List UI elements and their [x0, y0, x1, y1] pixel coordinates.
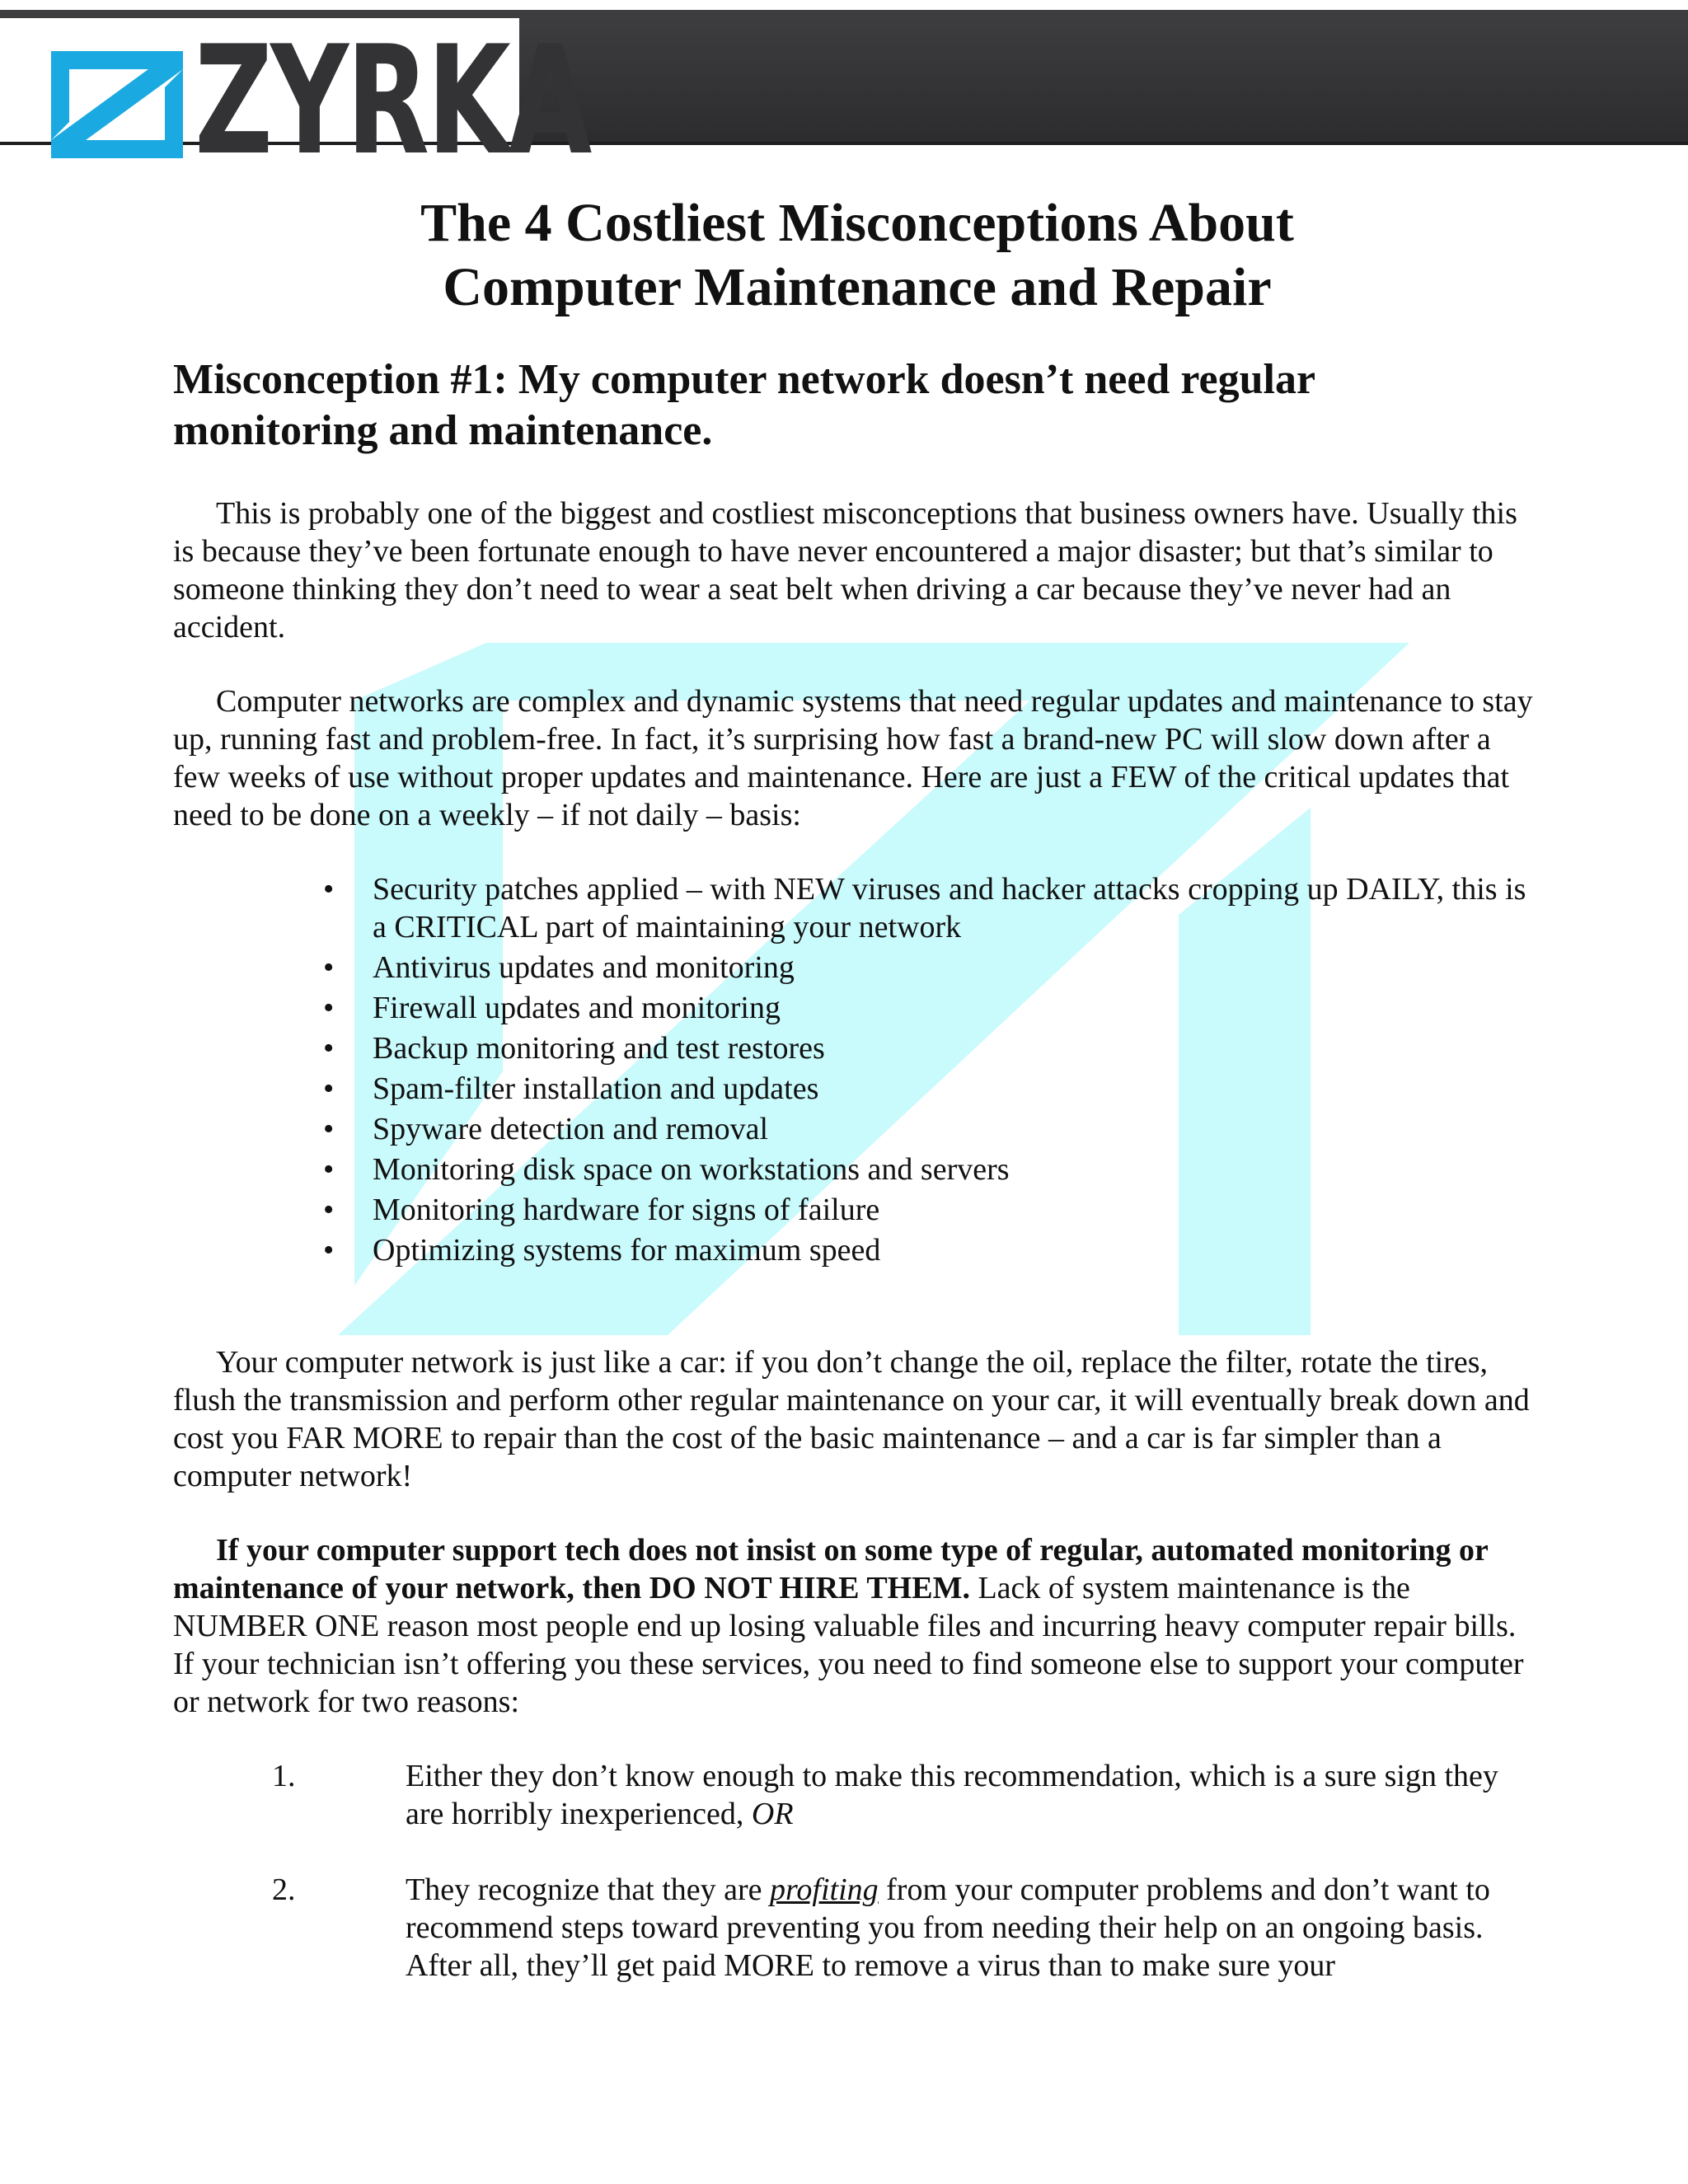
bullet-icon: • — [323, 1031, 335, 1066]
reason-text: Either they don’t know enough to make this recommendation, which is a sure sign they are horribly inexperienced, — [406, 1759, 1498, 1831]
reasons-list — [173, 1757, 1541, 1985]
list-item-text: Optimizing systems for maximum speed — [373, 1233, 881, 1268]
list-item-number: 1. — [272, 1759, 296, 1793]
list-item — [323, 1029, 1526, 1067]
list-item-number: 2. — [272, 1872, 296, 1907]
list-item — [323, 989, 1526, 1027]
section-heading — [173, 354, 1541, 457]
list-item — [173, 1757, 1543, 1833]
list-item — [323, 870, 1526, 946]
document-header — [0, 0, 1688, 188]
list-item — [323, 1151, 1526, 1188]
section-heading-line-2: monitoring and maintenance. — [173, 407, 713, 454]
paragraph-4 — [173, 1531, 1541, 1721]
bullet-icon: • — [323, 1152, 335, 1187]
list-item — [323, 1110, 1526, 1148]
list-item-text: Security patches applied – with NEW viruses and hacker attacks cropping up DAILY, this is a CRITICAL part of maintaining your network — [373, 872, 1526, 944]
list-item-text: Backup monitoring and test restores — [373, 1031, 825, 1066]
bullet-icon: • — [323, 1233, 335, 1268]
list-item-text: Monitoring hardware for signs of failure — [373, 1193, 880, 1227]
paragraph-3: Your computer network is just like a car: if you don’t change the oil, replace the filter, rotate the tires, flush the transmission and perform other regular maintenance on your car, it will eventually break down and cost you FAR MORE to repair than the cost of the basic maintenance – and a car is far simpler than a computer network! — [173, 1345, 1530, 1493]
section-heading-line-1: Misconception #1: My computer network doesn’t need regular — [173, 356, 1316, 403]
reason-emphasis: profiting — [770, 1872, 879, 1907]
bullet-icon: • — [323, 1112, 335, 1146]
list-item — [173, 1871, 1543, 1985]
title-line-2: Computer Maintenance and Repair — [443, 257, 1272, 317]
paragraph-1: This is probably one of the biggest and costliest misconceptions that business owners have. Usually this is because they’ve been fortunate enough to have never encountered a major disaster; but that’s similar to someone thinking they don’t need to wear a seat belt when driving a car because they’ve never had an accident. — [173, 496, 1517, 644]
logo-wordmark: ZYRKA — [195, 13, 590, 188]
list-item-text: Firewall updates and monitoring — [373, 991, 781, 1025]
bullet-icon: • — [323, 991, 335, 1025]
bullet-icon: • — [323, 950, 335, 985]
paragraph-4-bold: If your computer support tech does not insist on some type of regular, automated monitoring or maintenance of your network, then DO NOT HIRE THEM. — [173, 1533, 1489, 1605]
maintenance-bullet-list — [173, 870, 1541, 1269]
bullet-icon: • — [323, 1193, 335, 1227]
list-item — [323, 1191, 1526, 1229]
title-line-1: The 4 Costliest Misconceptions About — [420, 193, 1294, 253]
list-item — [323, 1070, 1526, 1108]
list-item — [323, 949, 1526, 987]
bullet-icon: • — [323, 1071, 335, 1106]
paragraph-4-rest: Lack of system maintenance is the NUMBER ONE reason most people end up losing valuable files and incurring heavy computer repair bills. If your technician isn’t offering you these services, you need to find someone else to support your computer or network for two reasons: — [173, 1571, 1524, 1719]
reason-emphasis: OR — [751, 1797, 794, 1831]
reason-text: They recognize that they are — [406, 1872, 771, 1907]
bullet-icon: • — [323, 872, 335, 907]
list-item-text: Spam-filter installation and updates — [373, 1071, 819, 1106]
list-item — [323, 1231, 1526, 1269]
list-item-text: Spyware detection and removal — [373, 1112, 769, 1146]
reason-text-continued: from your computer problems and don’t want to recommend steps toward preventing you from needing their help on an ongoing basis. After all, they’ll get paid MORE to remove a virus than to make sure your — [406, 1872, 1490, 1983]
document-body — [173, 191, 1541, 2022]
list-item-text: Monitoring disk space on workstations and servers — [373, 1152, 1010, 1187]
list-item-text: Antivirus updates and monitoring — [373, 950, 795, 985]
page-title — [173, 191, 1541, 320]
zyrka-z-mark-icon — [51, 51, 183, 158]
paragraph-2: Computer networks are complex and dynamic systems that need regular updates and maintenance to stay up, running fast and problem-free. In fact, it’s surprising how fast a brand-new PC will slow down after a few weeks of use without proper updates and maintenance. Here are just a FEW of the critical updates that need to be done on a weekly – if not daily – basis: — [173, 684, 1533, 832]
logo — [0, 13, 590, 188]
